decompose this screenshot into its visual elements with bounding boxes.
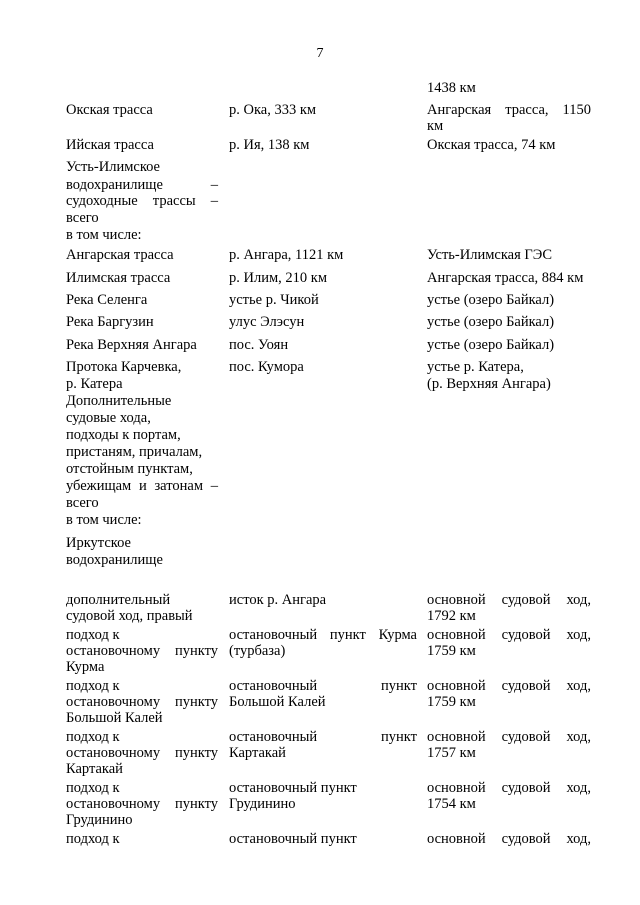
cell-end-text: основной судовой ход, — [427, 592, 591, 608]
cell-name-text: в том числе: — [66, 512, 142, 528]
cell-name-text: Усть-Илимское — [66, 159, 160, 175]
cell-name-text: остановочному пункту — [66, 643, 218, 659]
cell-name-text: подход к — [66, 678, 120, 694]
cell-name-text: Ийская трасса — [66, 137, 154, 153]
cell-name-text: Протока Карчевка, — [66, 359, 182, 375]
cell-name-text: убежищам и затонам – — [66, 478, 218, 494]
cell-end-text: 1754 км — [427, 796, 476, 812]
cell-end-text: 1438 км — [427, 80, 476, 96]
cell-name-text: остановочному пункту — [66, 694, 218, 710]
cell-start-text: Грудинино — [229, 796, 296, 812]
cell-name-text: в том числе: — [66, 227, 142, 243]
cell-name-text: подход к — [66, 627, 120, 643]
cell-name-text: судовой ход, правый — [66, 608, 193, 624]
cell-start-text: улус Элэсун — [229, 314, 305, 330]
cell-start-text: р. Ока, 333 км — [229, 102, 317, 118]
cell-start-text: Картакай — [229, 745, 286, 761]
cell-end-text: Окская трасса, 74 км — [427, 137, 556, 153]
cell-start-text: пос. Кумора — [229, 359, 304, 375]
cell-name-text: водохранилище — [66, 552, 163, 568]
cell-end-text: устье (озеро Байкал) — [427, 337, 555, 353]
cell-name-text: Курма — [66, 659, 105, 675]
cell-end-text: основной судовой ход, — [427, 780, 591, 796]
cell-name-text: Река Селенга — [66, 292, 148, 308]
cell-name-text: подход к — [66, 729, 120, 745]
cell-start-text: пос. Уоян — [229, 337, 289, 353]
cell-start-text: остановочный пункт — [229, 678, 417, 694]
cell-name-text: Грудинино — [66, 812, 133, 828]
cell-end-text: км — [427, 118, 444, 134]
cell-name-text: пристаням, причалам, — [66, 444, 203, 460]
cell-end-text: 1757 км — [427, 745, 476, 761]
cell-end-text: основной судовой ход, — [427, 729, 591, 745]
cell-name-text: Илимская трасса — [66, 270, 171, 286]
cell-end-text: Ангарская трасса, 884 км — [427, 270, 584, 286]
cell-start-text: исток р. Ангара — [229, 592, 327, 608]
cell-name-text: Большой Калей — [66, 710, 163, 726]
cell-end-text: 1759 км — [427, 694, 476, 710]
cell-name-text: Окская трасса — [66, 102, 153, 118]
cell-name-text: водохранилище – — [66, 177, 218, 193]
cell-name-text: подход к — [66, 780, 120, 796]
cell-end-text: основной судовой ход, — [427, 831, 591, 847]
cell-name-text: подходы к портам, — [66, 427, 181, 443]
cell-end-text: 1759 км — [427, 643, 476, 659]
cell-start-text: (турбаза) — [229, 643, 286, 659]
cell-name-text: р. Катера — [66, 376, 123, 392]
cell-name-text: судоходные трассы – — [66, 193, 218, 209]
cell-start-text: р. Ангара, 1121 км — [229, 247, 344, 263]
cell-start-text: остановочный пункт — [229, 729, 417, 745]
cell-end-text: устье (озеро Байкал) — [427, 314, 555, 330]
cell-name-text: Река Верхняя Ангара — [66, 337, 197, 353]
cell-name-text: дополнительный — [66, 592, 171, 608]
cell-end-text: устье р. Катера, — [427, 359, 524, 375]
page-number: 7 — [316, 46, 324, 61]
cell-end-text: 1792 км — [427, 608, 476, 624]
cell-name-text: всего — [66, 495, 99, 511]
cell-name-text: всего — [66, 210, 99, 226]
cell-end-text: (р. Верхняя Ангара) — [427, 376, 551, 392]
cell-start-text: остановочный пункт — [229, 831, 357, 847]
cell-name-text: Ангарская трасса — [66, 247, 174, 263]
cell-name-text: остановочному пункту — [66, 745, 218, 761]
cell-name-text: Дополнительные — [66, 393, 172, 409]
cell-start-text: Большой Калей — [229, 694, 326, 710]
cell-start-text: р. Ия, 138 км — [229, 137, 310, 153]
cell-name-text: подход к — [66, 831, 120, 847]
cell-name-text: Картакай — [66, 761, 123, 777]
cell-name-text: Река Баргузин — [66, 314, 154, 330]
cell-start-text: р. Илим, 210 км — [229, 270, 327, 286]
cell-start-text: остановочный пункт Курма — [229, 627, 417, 643]
cell-name-text: Иркутское — [66, 535, 131, 551]
cell-end-text: Усть-Илимская ГЭС — [427, 247, 552, 263]
cell-name-text: судовые хода, — [66, 410, 151, 426]
cell-end-text: устье (озеро Байкал) — [427, 292, 555, 308]
cell-name-text: отстойным пунктам, — [66, 461, 193, 477]
cell-start-text: устье р. Чикой — [229, 292, 319, 308]
cell-start-text: остановочный пункт — [229, 780, 357, 796]
cell-end-text: основной судовой ход, — [427, 678, 591, 694]
cell-end-text: основной судовой ход, — [427, 627, 591, 643]
cell-name-text: остановочному пункту — [66, 796, 218, 812]
cell-end-text: Ангарская трасса, 1150 — [427, 102, 591, 118]
